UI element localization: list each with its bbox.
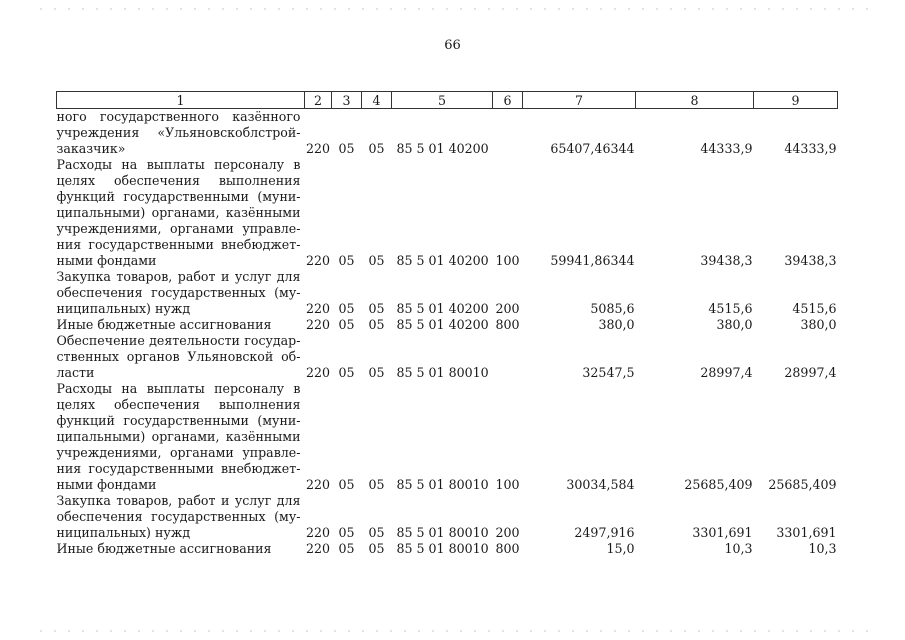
target-article-code: 85 5 01 80010 — [396, 365, 489, 380]
amount-col-8: 380,0 — [716, 317, 753, 332]
description-line: ния государственными внебюджет- — [56, 237, 301, 252]
scan-artifact-bottom — [40, 630, 870, 632]
subsection-code: 05 — [368, 317, 385, 332]
section-code: 05 — [338, 541, 355, 556]
admin-code: 220 — [305, 541, 331, 556]
table-row — [57, 157, 838, 269]
amount-col-9: 25685,409 — [768, 477, 837, 492]
description-line: обеспечения государственных (му- — [56, 509, 301, 524]
subsection-code: 05 — [368, 477, 385, 492]
page-number: 66 — [444, 38, 461, 53]
table-row — [57, 317, 838, 333]
scan-artifact-top — [40, 8, 870, 10]
amount-col-9: 39438,3 — [784, 253, 837, 268]
description-line: Закупка товаров, работ и услуг для — [56, 493, 301, 508]
amount-col-7: 30034,584 — [566, 477, 635, 492]
admin-code: 220 — [305, 317, 331, 332]
table-row — [57, 541, 838, 557]
amount-col-7: 380,0 — [598, 317, 635, 332]
table-row — [57, 269, 838, 317]
amount-col-8: 4515,6 — [708, 301, 753, 316]
amount-col-8: 25685,409 — [684, 477, 753, 492]
row-description — [57, 541, 305, 557]
table-body — [57, 109, 838, 558]
description-line: обеспечения государственных (му- — [56, 285, 301, 300]
header-col-3: 3 — [332, 92, 362, 109]
description-line: Расходы на выплаты персоналу в — [56, 157, 301, 172]
section-code: 05 — [338, 365, 355, 380]
description-line: ными фондами — [56, 253, 157, 268]
description-line: ния государственными внебюджет- — [56, 461, 301, 476]
description-line: целях обеспечения выполнения — [56, 397, 301, 412]
expense-type-code — [493, 109, 523, 158]
section-code: 05 — [338, 141, 355, 156]
amount-col-7: 59941,86344 — [550, 253, 635, 268]
description-line: Иные бюджетные ассигнования — [56, 317, 272, 332]
description-line: функций государственными (муни- — [56, 189, 301, 204]
subsection-code: 05 — [368, 365, 385, 380]
table-row — [57, 109, 838, 158]
description-line: Иные бюджетные ассигнования — [56, 541, 272, 556]
row-description — [57, 493, 305, 541]
admin-code: 220 — [305, 253, 331, 268]
row-description — [57, 109, 305, 158]
amount-col-8: 10,3 — [724, 541, 753, 556]
description-line: ного государственного казённого — [56, 109, 301, 124]
section-code: 05 — [338, 301, 355, 316]
description-line: функций государственными (муни- — [56, 413, 301, 428]
description-line: Обеспечение деятельности государ- — [56, 333, 301, 348]
budget-table — [56, 91, 838, 557]
target-article-code: 85 5 01 40200 — [396, 301, 489, 316]
expense-type-code: 100 — [495, 253, 520, 268]
description-line: Закупка товаров, работ и услуг для — [56, 269, 301, 284]
table-row — [57, 493, 838, 541]
amount-col-7: 15,0 — [606, 541, 635, 556]
expense-type-code: 100 — [495, 477, 520, 492]
description-line: ципальными) органами, казёнными — [56, 205, 301, 220]
row-description — [57, 333, 305, 381]
header-col-1: 1 — [57, 92, 305, 109]
expense-type-code — [493, 333, 523, 381]
description-line: учреждениями, органами управле- — [56, 445, 301, 460]
description-line: Расходы на выплаты персоналу в — [56, 381, 301, 396]
expense-type-code: 800 — [495, 317, 520, 332]
target-article-code: 85 5 01 40200 — [396, 141, 489, 156]
header-col-8: 8 — [636, 92, 754, 109]
row-description — [57, 269, 305, 317]
target-article-code: 85 5 01 80010 — [396, 477, 489, 492]
amount-col-8: 44333,9 — [700, 141, 753, 156]
amount-col-9: 4515,6 — [792, 301, 837, 316]
amount-col-9: 3301,691 — [776, 525, 837, 540]
header-col-4: 4 — [362, 92, 392, 109]
header-col-6: 6 — [493, 92, 523, 109]
header-col-5: 5 — [392, 92, 493, 109]
section-code: 05 — [338, 525, 355, 540]
section-code: 05 — [338, 253, 355, 268]
description-line: ласти — [56, 365, 95, 380]
admin-code: 220 — [305, 365, 331, 380]
header-col-7: 7 — [523, 92, 636, 109]
amount-col-8: 39438,3 — [700, 253, 753, 268]
amount-col-9: 44333,9 — [784, 141, 837, 156]
amount-col-8: 3301,691 — [692, 525, 753, 540]
description-line: ными фондами — [56, 477, 157, 492]
amount-col-7: 65407,46344 — [550, 141, 635, 156]
table-header — [57, 92, 838, 109]
amount-col-8: 28997,4 — [700, 365, 753, 380]
description-line: ственных органов Ульяновской об- — [56, 349, 301, 364]
target-article-code: 85 5 01 40200 — [396, 317, 489, 332]
description-line: заказчик» — [56, 141, 126, 156]
amount-col-9: 28997,4 — [784, 365, 837, 380]
section-code: 05 — [338, 317, 355, 332]
row-description — [57, 157, 305, 269]
subsection-code: 05 — [368, 301, 385, 316]
admin-code: 220 — [305, 141, 331, 156]
section-code: 05 — [338, 477, 355, 492]
description-line: учреждениями, органами управле- — [56, 221, 301, 236]
expense-type-code: 200 — [495, 301, 520, 316]
header-col-2: 2 — [305, 92, 332, 109]
expense-type-code: 800 — [495, 541, 520, 556]
subsection-code: 05 — [368, 141, 385, 156]
description-line: учреждения «Ульяновскоблстрой- — [56, 125, 301, 140]
target-article-code: 85 5 01 80010 — [396, 541, 489, 556]
description-line: ниципальных) нужд — [56, 525, 191, 540]
subsection-code: 05 — [368, 525, 385, 540]
amount-col-7: 32547,5 — [582, 365, 635, 380]
row-description — [57, 381, 305, 493]
expense-type-code: 200 — [495, 525, 520, 540]
description-line: ципальными) органами, казёнными — [56, 429, 301, 444]
amount-col-7: 5085,6 — [590, 301, 635, 316]
description-line: ниципальных) нужд — [56, 301, 191, 316]
table-row — [57, 381, 838, 493]
description-line: целях обеспечения выполнения — [56, 173, 301, 188]
amount-col-7: 2497,916 — [574, 525, 635, 540]
admin-code: 220 — [305, 525, 331, 540]
row-description — [57, 317, 305, 333]
target-article-code: 85 5 01 80010 — [396, 525, 489, 540]
header-col-9: 9 — [754, 92, 838, 109]
subsection-code: 05 — [368, 541, 385, 556]
target-article-code: 85 5 01 40200 — [396, 253, 489, 268]
admin-code: 220 — [305, 477, 331, 492]
table-row — [57, 333, 838, 381]
amount-col-9: 10,3 — [808, 541, 837, 556]
subsection-code: 05 — [368, 253, 385, 268]
amount-col-9: 380,0 — [800, 317, 837, 332]
admin-code: 220 — [305, 301, 331, 316]
